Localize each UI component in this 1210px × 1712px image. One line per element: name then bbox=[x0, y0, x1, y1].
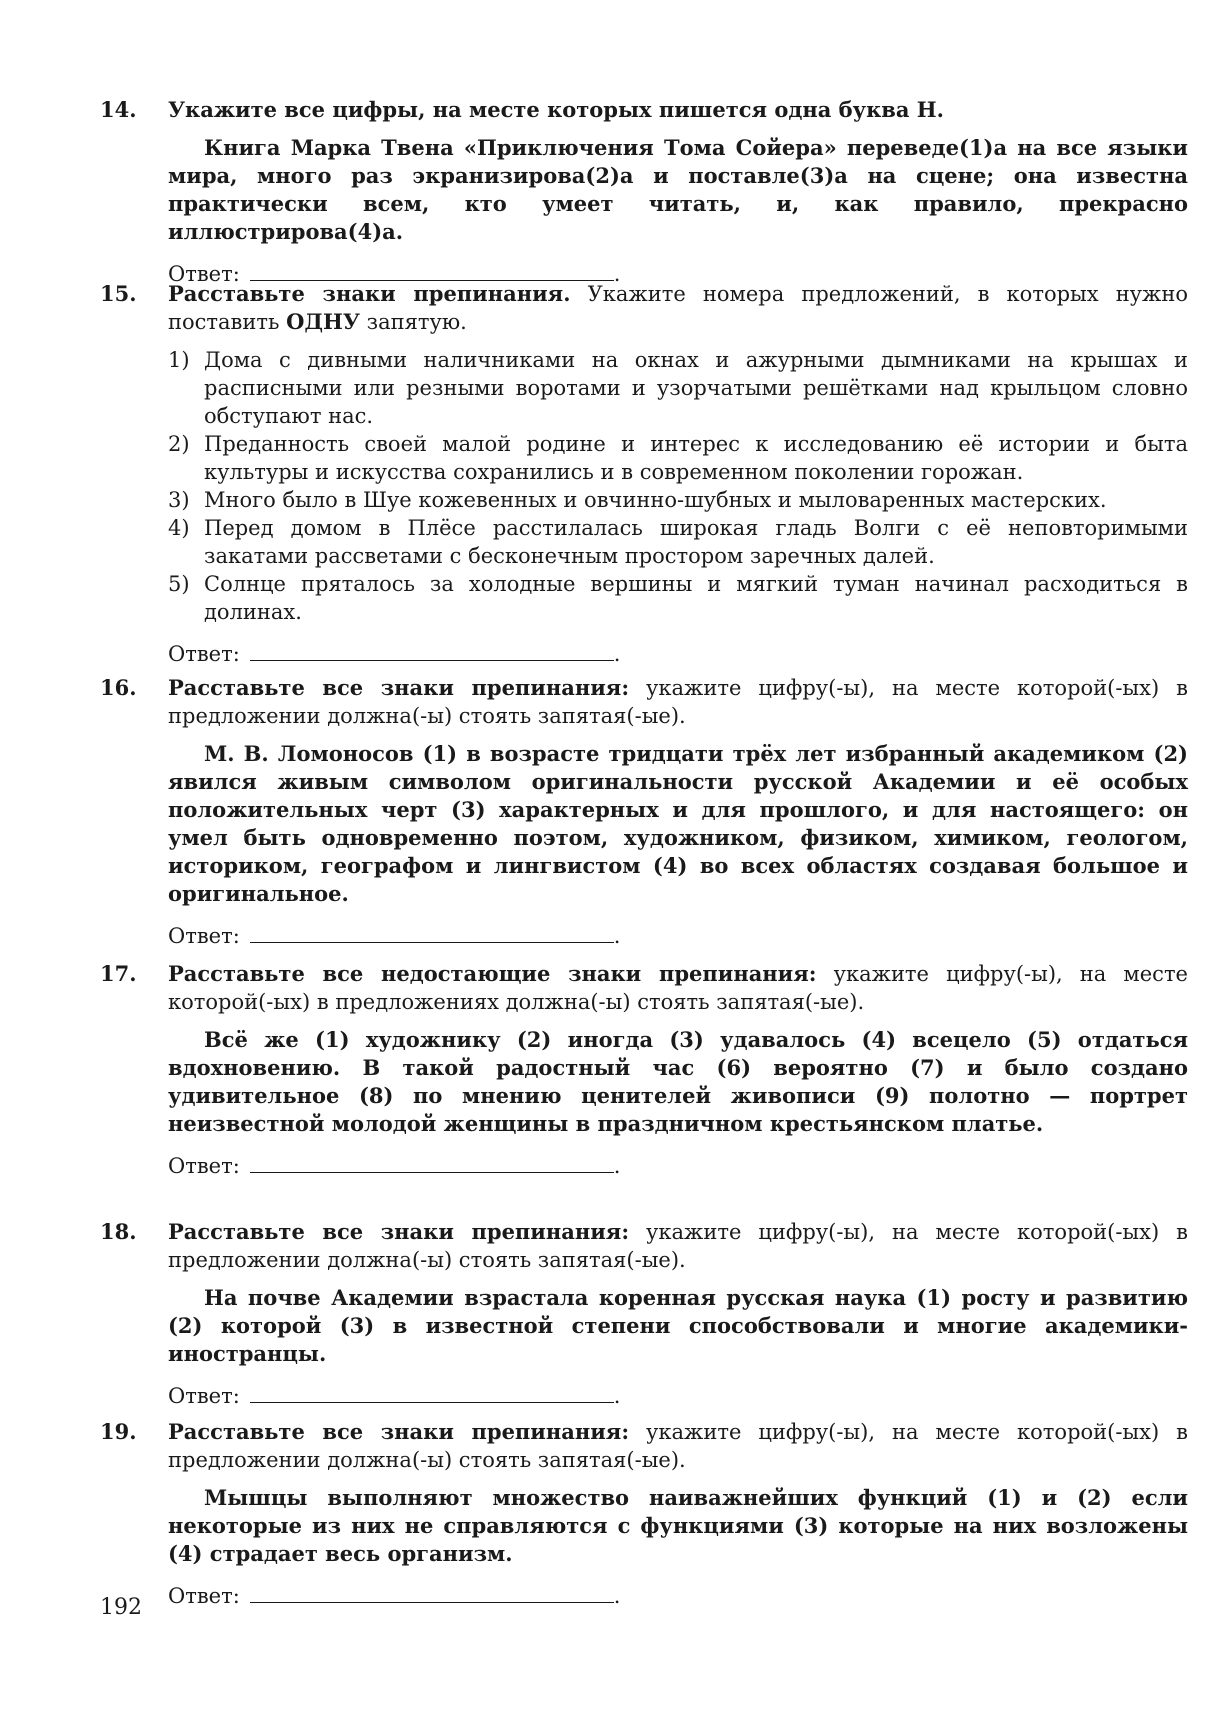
option-text: Преданность своей малой родине и интерес к исследованию её истории и быта культуры и искусства сохранились и в современном поколении горожан. bbox=[204, 432, 1188, 484]
task-passage: Всё же (1) художнику (2) иногда (3) удавалось (4) всецело (5) отдаться вдохновению. В такой радостный час (6) вероятно (7) и было создано удивительное (8) по мнению ценителей живописи (9) полотно — портрет неизвестной молодой женщины в праздничном крестьянском платье. bbox=[168, 1027, 1188, 1136]
option-number: 2) bbox=[168, 432, 190, 456]
answer-label: Ответ: bbox=[168, 642, 240, 666]
task-passage: Мышцы выполняют множество наиважнейших функций (1) и (2) если некоторые из них не справляются с функциями (3) которые на них возложены (4) страдает весь организм. bbox=[168, 1485, 1188, 1566]
answer-period: . bbox=[613, 1384, 621, 1408]
answer-period: . bbox=[613, 642, 621, 666]
task-passage: Книга Марка Твена «Приключения Тома Сойера» переведе(1)а на все языки мира, много раз экранизирова(2)а и поставле(3)а на сцене; она известна практически всем, кто умеет читать, и, как правило, прекрасно иллюстрирова(4)а. bbox=[168, 135, 1188, 244]
options-list bbox=[168, 346, 1188, 626]
answer-row bbox=[168, 1580, 1188, 1610]
instruction-text: укажите цифру(-ы), на месте которой(-ых) в предложении должна(-ы) стоять запятая(-ые). bbox=[168, 676, 1188, 728]
task-number: 14. bbox=[100, 97, 137, 122]
answer-label: Ответ: bbox=[168, 262, 240, 286]
task-number: 15. bbox=[100, 281, 137, 306]
task-instruction bbox=[168, 1418, 1188, 1474]
answer-period: . bbox=[613, 1154, 621, 1178]
instruction-text: укажите цифру(-ы), на месте которой(-ых) в предложении должна(-ы) стоять запятая(-ые). bbox=[168, 1420, 1188, 1472]
task-passage: На почве Академии взрастала коренная русская наука (1) росту и развитию (2) которой (3) в известной степени способствовали и многие академики-иностранцы. bbox=[168, 1285, 1188, 1366]
instruction-text: укажите цифру(-ы), на месте которой(-ых) в предложении должна(-ы) стоять запятая(-ые). bbox=[168, 1220, 1188, 1272]
answer-row bbox=[168, 1150, 1188, 1180]
instruction-bold: Расставьте все знаки препинания: bbox=[168, 675, 630, 700]
answer-label: Ответ: bbox=[168, 1154, 240, 1178]
instruction-bold: Расставьте все знаки препинания: bbox=[168, 1219, 630, 1244]
instruction-bold: Расставьте все знаки препинания: bbox=[168, 1419, 630, 1444]
instruction-text: запятую. bbox=[359, 310, 467, 334]
instruction-emphasis: ОДНУ bbox=[286, 309, 360, 334]
answer-blank[interactable] bbox=[250, 258, 614, 281]
task-instruction: Укажите все цифры, на месте которых пишется одна буква Н. bbox=[168, 97, 944, 122]
task-instruction bbox=[168, 1218, 1188, 1274]
answer-period: . bbox=[613, 1584, 621, 1608]
page-number: 192 bbox=[100, 1595, 142, 1620]
instruction-text: укажите цифру(-ы), на месте которой(-ых) в предложениях должна(-ы) стоять запятая(-ые). bbox=[168, 962, 1188, 1014]
answer-period: . bbox=[613, 262, 621, 286]
task-number: 17. bbox=[100, 961, 137, 986]
task-passage: М. В. Ломоносов (1) в возрасте тридцати трёх лет избранный академиком (2) явился живым символом оригинальности русской Академии и её особых положительных черт (3) характерных и для прошлого, и для настоящего: он умел быть одновременно поэтом, художником, физиком, химиком, геологом, историком, географом и лингвистом (4) во всех областях создавая большое и оригинальное. bbox=[168, 741, 1188, 906]
option-text: Перед домом в Плёсе расстилалась широкая гладь Волги с её неповторимыми закатами рассветами с бесконечным простором заречных далей. bbox=[204, 516, 1188, 568]
option-text: Много было в Шуе кожевенных и овчинно-шубных и мыловаренных мастерских. bbox=[204, 488, 1107, 512]
option-number: 3) bbox=[168, 488, 190, 512]
task-instruction bbox=[168, 674, 1188, 730]
answer-blank[interactable] bbox=[250, 1380, 614, 1403]
answer-label: Ответ: bbox=[168, 1584, 240, 1608]
option-item bbox=[168, 430, 1188, 486]
option-item bbox=[168, 486, 1188, 514]
task-number: 16. bbox=[100, 675, 137, 700]
instruction-text: Укажите номера предложений, в которых нужно поставить bbox=[168, 282, 1188, 334]
answer-blank[interactable] bbox=[250, 1580, 614, 1603]
answer-blank[interactable] bbox=[250, 1150, 614, 1173]
task-number: 18. bbox=[100, 1219, 137, 1244]
option-item bbox=[168, 514, 1188, 570]
instruction-bold: Расставьте все недостающие знаки препинания: bbox=[168, 961, 817, 986]
answer-row bbox=[168, 1380, 1188, 1410]
answer-blank[interactable] bbox=[250, 638, 614, 661]
answer-blank[interactable] bbox=[250, 920, 614, 943]
option-text: Солнце пряталось за холодные вершины и мягкий туман начинал расходиться в долинах. bbox=[204, 572, 1188, 624]
instruction-bold: Расставьте знаки препинания. bbox=[168, 281, 571, 306]
task-number: 19. bbox=[100, 1419, 137, 1444]
answer-label: Ответ: bbox=[168, 1384, 240, 1408]
option-number: 1) bbox=[168, 348, 190, 372]
option-number: 4) bbox=[168, 516, 190, 540]
option-text: Дома с дивными наличниками на окнах и ажурными дымниками на крышах и расписными или резными воротами и узорчатыми решётками над крыльцом словно обступают нас. bbox=[204, 348, 1188, 428]
answer-label: Ответ: bbox=[168, 924, 240, 948]
task-instruction bbox=[168, 280, 1188, 336]
task-instruction bbox=[168, 960, 1188, 1016]
answer-row bbox=[168, 638, 1188, 668]
option-number: 5) bbox=[168, 572, 190, 596]
option-item bbox=[168, 570, 1188, 626]
answer-row bbox=[168, 920, 1188, 950]
option-item bbox=[168, 346, 1188, 430]
answer-period: . bbox=[613, 924, 621, 948]
